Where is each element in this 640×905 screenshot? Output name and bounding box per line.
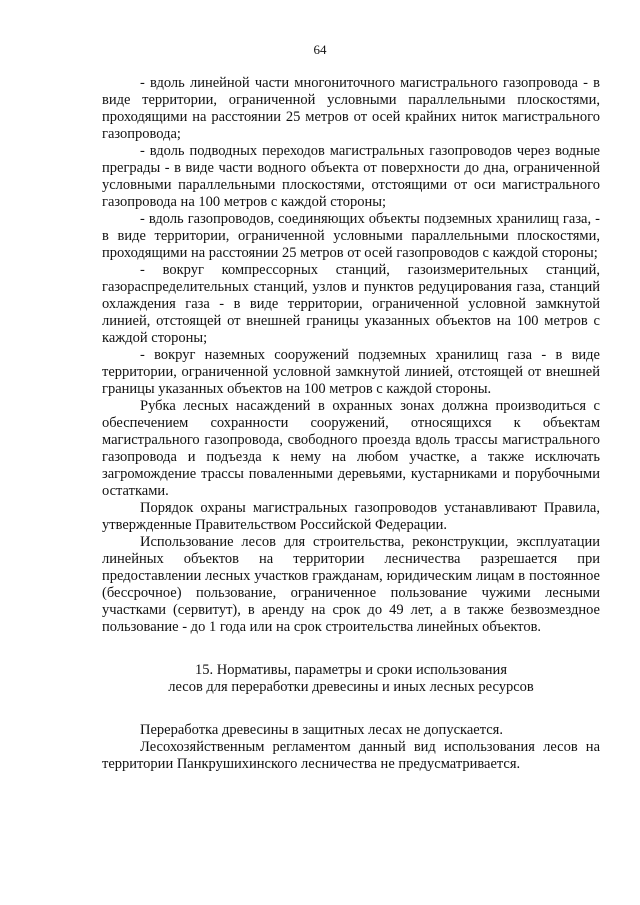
paragraph-gas-storage-pipelines: - вдоль газопроводов, соединяющих объекты подземных хранилищ газа, - в виде территории, ограниченной условными параллельными плоскостями, проходящими на расстоянии 25 метров от осей газопроводов с каждой стороны; [102, 211, 600, 261]
section-heading-line-2: лесов для переработки древесины и иных лесных ресурсов [168, 679, 534, 695]
section-heading-line-1: 15. Нормативы, параметры и сроки использования [195, 662, 507, 678]
paragraph-protection-rules: Порядок охраны магистральных газопроводов устанавливают Правила, утвержденные Правительством Российской Федерации. [102, 500, 600, 533]
paragraph-gas-linear-part: - вдоль линейной части многониточного магистрального газопровода - в виде территории, ограниченной условными параллельными плоскостями, проходящими на расстоянии 25 метров от осей крайних ниток магистрального газопровода; [102, 75, 600, 142]
paragraph-felling-in-protection-zones: Рубка лесных насаждений в охранных зонах должна производиться с обеспечением сохранности сооружений, относящихся к объектам магистрального газопровода, свободного проезда вдоль трассы магистрального газопровода и подъезда к нему на любом участке, а также исключать загромождение трассы поваленными деревьями, кустарниками и порубочными остатками. [102, 398, 600, 499]
document-body [102, 75, 600, 773]
paragraph-gas-underwater-crossings: - вдоль подводных переходов магистральных газопроводов через водные преграды - в виде части водного объекта от поверхности до дна, ограниченной условными параллельными плоскостями, отстоящими от оси магистрального газопровода на 100 метров с каждой стороны; [102, 143, 600, 210]
paragraph-regulation-not-provided: Лесохозяйственным регламентом данный вид использования лесов на территории Панкрушихинского лесничества не предусматривается. [102, 739, 600, 772]
paragraph-wood-processing-prohibited: Переработка древесины в защитных лесах не допускается. [140, 722, 503, 738]
paragraph-compressor-stations: - вокруг компрессорных станций, газоизмерительных станций, газораспределительных станций, узлов и пунктов редуцирования газа, станций охлаждения газа - в виде территории, ограниченной условной замкнутой линией, отстоящей от внешней границы указанных объектов на 100 метров с каждой стороны; [102, 262, 600, 346]
paragraph-storage-surface-structures: - вокруг наземных сооружений подземных хранилищ газа - в виде территории, ограниченной условной замкнутой линией, отстоящей от внешней границы указанных объектов на 100 метров с каждой стороны. [102, 347, 600, 397]
paragraph-linear-objects-use: Использование лесов для строительства, реконструкции, эксплуатации линейных объектов на территории лесничества разрешается при предоставлении лесных участков гражданам, юридическим лицам в постоянное (бессрочное) пользование, ограниченное пользование чужими лесными участками (сервитут), в аренду на срок до 49 лет, а в также безвозмездное пользование - до 1 года или на срок строительства линейных объектов. [102, 534, 600, 635]
section-heading [102, 662, 600, 696]
page-number: 64 [313, 42, 327, 57]
